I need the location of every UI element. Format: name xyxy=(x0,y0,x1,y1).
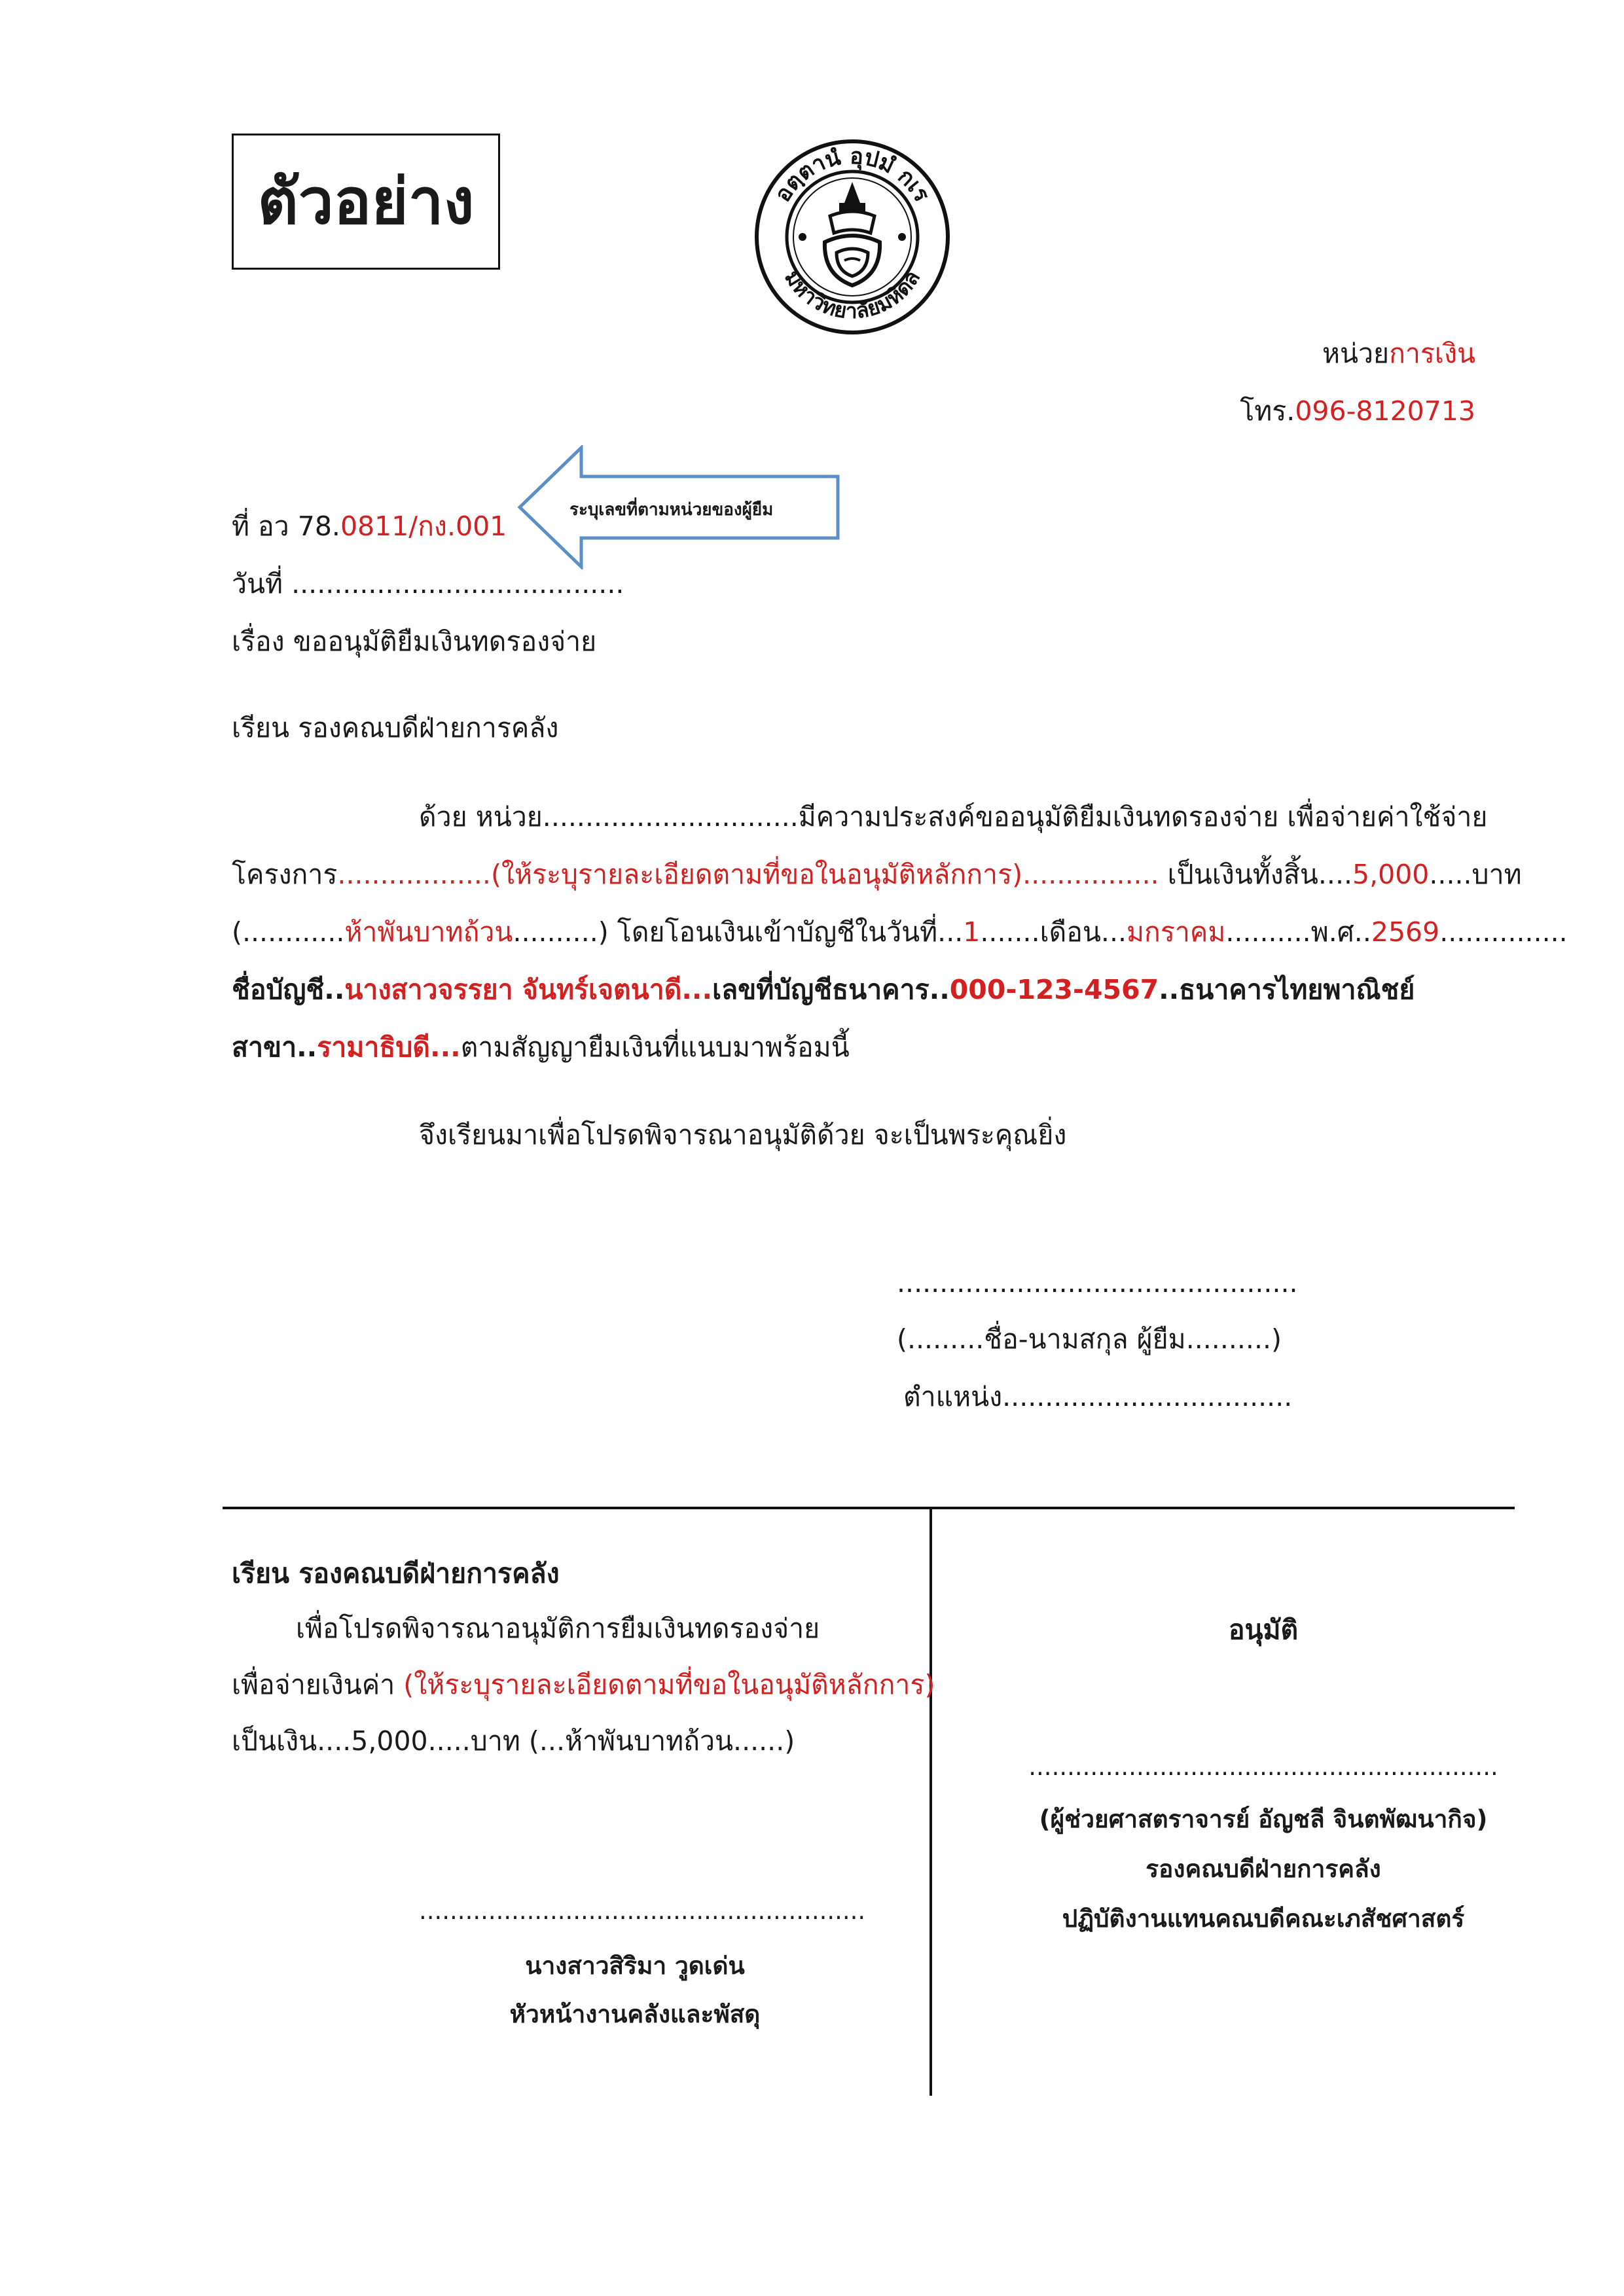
body-line-5: สาขา..รามาธิบดี...ตามสัญญายืมเงินที่แนบมาพร้อมนี้ xyxy=(232,1031,850,1063)
body-line-1: ด้วย หน่วย..............................มีความประสงค์ขออนุมัติยืมเงินทดรองจ่าย เพื่อจ่ายค่าใช้จ่าย xyxy=(419,801,1488,833)
tel-line: โทร.096-8120713 xyxy=(1240,395,1475,427)
left-line-1: เพื่อโปรดพิจารณาอนุมัติการยืมเงินทดรองจ่าย xyxy=(296,1613,820,1644)
date-line: วันที่ ....................................... xyxy=(232,568,624,600)
reference-number: ที่ อว 78.0811/กง.001 xyxy=(232,511,507,542)
left-signer-position: หัวหน้างานคลังและพัสดุ xyxy=(509,2000,761,2028)
sample-stamp: ตัวอย่าง xyxy=(232,134,500,270)
signer-name: (.........ชื่อ-นามสกุล ผู้ยืม..........) xyxy=(897,1323,1282,1355)
salutation: เรียน รองคณบดีฝ่ายการคลัง xyxy=(232,712,559,744)
approve-label: อนุมัติ xyxy=(1228,1614,1299,1645)
university-seal-icon xyxy=(753,137,952,337)
horizontal-divider xyxy=(223,1507,1515,1509)
body-line-3: (............ห้าพันบาทถ้วน..........) โดยโอนเงินเข้าบัญชีในวันที่...1.......เดือน...มกราคม..........พ.ศ..2569............... xyxy=(232,916,1568,948)
body-line-2: โครงการ..................(ให้ระบุรายละเอียดตามที่ขอในอนุมัติหลักการ)................ เป็นเงินทั้งสิ้น....5,000.....บาท xyxy=(232,859,1522,890)
right-signer-position-1: รองคณบดีฝ่ายการคลัง xyxy=(1146,1855,1381,1883)
subject-line: เรื่อง ขออนุมัติยืมเงินทดรองจ่าย xyxy=(232,626,597,657)
left-signer-name: นางสาวสิริมา วูดเด่น xyxy=(525,1952,745,1980)
closing-line: จึงเรียนมาเพื่อโปรดพิจารณาอนุมัติด้วย จะเป็นพระคุณยิ่ง xyxy=(419,1119,1067,1151)
right-signer-name: (ผู้ช่วยศาสตราจารย์ อัญชลี จินตพัฒนากิจ) xyxy=(1039,1805,1488,1833)
signature-dots: ............................................... xyxy=(897,1267,1298,1299)
left-signature-dots: .......................................................... xyxy=(419,1897,866,1925)
seal-top-text: อตฺตานํ อุปมํ กเร xyxy=(769,143,935,207)
left-salutation: เรียน รองคณบดีฝ่ายการคลัง xyxy=(232,1558,560,1589)
vertical-divider xyxy=(929,1507,932,2096)
left-line-2: เพื่อจ่ายเงินค่า (ให้ระบุรายละเอียดตามที่ขอในอนุมัติหลักการ) xyxy=(232,1669,935,1700)
right-signature-dots: ............................................................. xyxy=(1028,1753,1498,1781)
right-signer-position-2: ปฏิบัติงานแทนคณบดีคณะเภสัชศาสตร์ xyxy=(1062,1905,1465,1933)
signer-position: ตำแหน่ง.................................. xyxy=(903,1381,1293,1412)
arrow-note: ระบุเลขที่ตามหน่วยของผู้ยืม xyxy=(569,500,774,520)
seal-bottom-text: มหาวิทยาลัยมหิดล xyxy=(779,266,926,324)
body-line-4: ชื่อบัญชี..นางสาวจรรยา จันทร์เจตนาดี...เลขที่บัญชีธนาคาร..000-123-4567..ธนาคารไทยพาณิชย์ xyxy=(232,974,1415,1005)
left-line-3: เป็นเงิน....5,000.....บาท (...ห้าพันบาทถ้วน......) xyxy=(232,1725,795,1757)
unit-line: หน่วยการเงิน xyxy=(1322,338,1475,369)
